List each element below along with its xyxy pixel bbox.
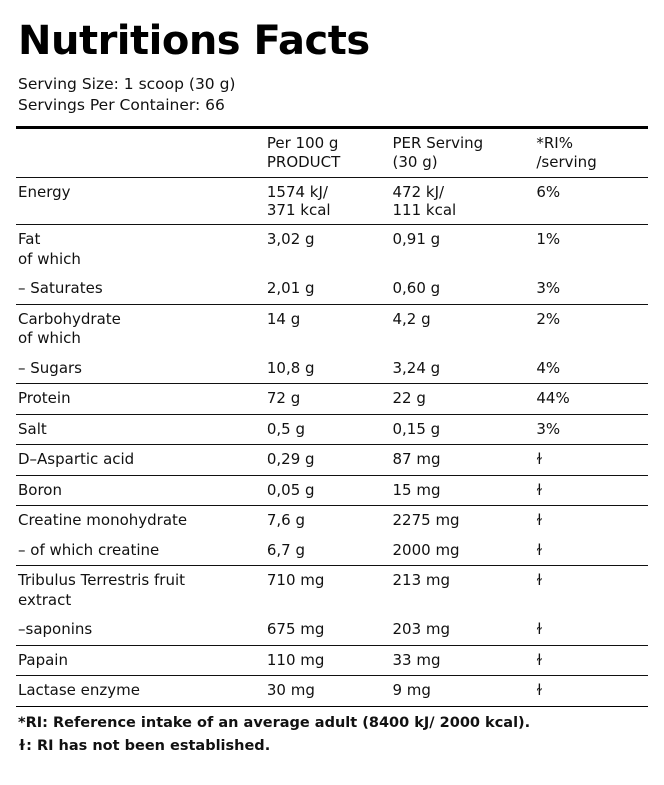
row-serving xyxy=(391,178,535,225)
row-name: – Sugars xyxy=(18,358,82,377)
header-per-serving-line1: PER Serving xyxy=(392,133,484,152)
row-name-line2: of which xyxy=(18,249,81,268)
row-ri: ɫ xyxy=(536,620,543,639)
row-per100: 10,8 g xyxy=(266,358,315,377)
header-per-serving-line2: (30 g) xyxy=(392,153,438,172)
row-name xyxy=(16,566,265,616)
footer-divider xyxy=(16,706,648,707)
row-serving-line1: 472 kJ/ xyxy=(392,183,445,202)
row-serving: 0,91 g xyxy=(391,225,535,275)
row-name-line1: Tribulus Terrestris fruit xyxy=(18,571,186,590)
row-name xyxy=(16,225,265,275)
row-per100: 6,7 g xyxy=(266,540,306,559)
row-ri: 3% xyxy=(536,279,561,298)
row-name: Salt xyxy=(16,414,265,445)
row-serving: 0,60 g xyxy=(392,279,441,298)
row-name xyxy=(16,304,265,354)
header-per-100g xyxy=(265,129,391,178)
row-serving: 203 mg xyxy=(392,620,451,639)
nutrition-table-body xyxy=(16,178,648,706)
row-ri: 6% xyxy=(534,178,648,225)
table-row xyxy=(16,225,648,275)
table-row xyxy=(16,414,648,445)
row-ri: 44% xyxy=(534,384,648,415)
row-name-line2: extract xyxy=(18,590,72,609)
row-ri: ɫ xyxy=(536,540,543,559)
row-ri: 1% xyxy=(534,225,648,275)
table-row xyxy=(16,566,648,616)
row-per100: 0,29 g xyxy=(265,445,391,476)
table-row xyxy=(16,676,648,706)
row-serving: 87 mg xyxy=(391,445,535,476)
row-name: D–Aspartic acid xyxy=(16,445,265,476)
row-name-line1: Energy xyxy=(18,183,71,202)
row-serving: 2275 mg xyxy=(391,506,535,536)
row-per100: 3,02 g xyxy=(265,225,391,275)
row-per100: 7,6 g xyxy=(265,506,391,536)
header-ri-line2: /serving xyxy=(536,153,597,172)
row-serving: 2000 mg xyxy=(392,540,460,559)
row-ri: 2% xyxy=(534,304,648,354)
table-row xyxy=(16,274,648,304)
nutrition-table-head xyxy=(16,129,648,178)
footnote-dagger: ɫ: RI has not been established. xyxy=(18,738,271,755)
table-row xyxy=(16,615,648,645)
table-row xyxy=(16,178,648,225)
row-name: Creatine monohydrate xyxy=(16,506,265,536)
row-ri: ɫ xyxy=(534,676,648,706)
row-serving: 3,24 g xyxy=(392,358,441,377)
footnotes xyxy=(18,713,648,759)
row-per100: 2,01 g xyxy=(266,279,315,298)
table-row xyxy=(16,354,648,384)
serving-size-text: Serving Size: 1 scoop (30 g) xyxy=(18,75,236,93)
header-nutrient xyxy=(16,129,265,178)
row-name: Lactase enzyme xyxy=(16,676,265,706)
row-name-line1: Fat xyxy=(18,230,41,249)
row-per100: 30 mg xyxy=(265,676,391,706)
row-per100: 710 mg xyxy=(265,566,391,616)
row-ri: 3% xyxy=(534,414,648,445)
row-per100: 14 g xyxy=(265,304,391,354)
row-serving: 0,15 g xyxy=(391,414,535,445)
row-serving: 9 mg xyxy=(391,676,535,706)
header-per-100g-line2: PRODUCT xyxy=(266,153,341,172)
row-serving: 4,2 g xyxy=(391,304,535,354)
row-serving-line2: 111 kcal xyxy=(392,201,457,220)
row-serving: 33 mg xyxy=(391,645,535,676)
table-row xyxy=(16,304,648,354)
row-per100 xyxy=(265,178,391,225)
row-per100: 72 g xyxy=(265,384,391,415)
row-name: Protein xyxy=(16,384,265,415)
row-per100-line1: 1574 kJ/ xyxy=(266,183,328,202)
row-ri: ɫ xyxy=(534,506,648,536)
row-name-line1: Carbohydrate xyxy=(18,309,121,328)
row-ri: ɫ xyxy=(534,475,648,506)
row-serving: 213 mg xyxy=(391,566,535,616)
table-row xyxy=(16,506,648,536)
servings-per-container-text: Servings Per Container: 66 xyxy=(18,95,225,114)
row-per100: 0,05 g xyxy=(265,475,391,506)
page-title: Nutritions Facts xyxy=(18,18,370,64)
header-ri-percent xyxy=(534,129,648,178)
row-name-line2: of which xyxy=(18,329,81,348)
row-ri: ɫ xyxy=(534,645,648,676)
table-header-row xyxy=(16,129,648,178)
row-ri: ɫ xyxy=(534,445,648,476)
row-per100-line2: 371 kcal xyxy=(266,201,331,220)
row-per100: 675 mg xyxy=(266,620,325,639)
table-row xyxy=(16,536,648,566)
table-row xyxy=(16,475,648,506)
row-name: –saponins xyxy=(18,620,93,639)
row-name: Boron xyxy=(16,475,265,506)
row-ri: ɫ xyxy=(534,566,648,616)
table-row xyxy=(16,645,648,676)
row-ri: 4% xyxy=(536,358,561,377)
header-per-100g-line1: Per 100 g xyxy=(266,133,339,152)
table-row xyxy=(16,445,648,476)
row-per100: 0,5 g xyxy=(265,414,391,445)
nutrition-table xyxy=(16,129,648,706)
row-name: – Saturates xyxy=(18,279,103,298)
row-serving: 22 g xyxy=(391,384,535,415)
footnote-ri: *RI: Reference intake of an average adult (8400 kJ/ 2000 kcal). xyxy=(18,714,531,731)
table-row xyxy=(16,384,648,415)
row-serving: 15 mg xyxy=(391,475,535,506)
row-name xyxy=(16,178,265,225)
header-ri-line1: *RI% xyxy=(536,133,573,152)
row-name: Papain xyxy=(16,645,265,676)
row-name: – of which creatine xyxy=(18,540,160,559)
row-per100: 110 mg xyxy=(265,645,391,676)
header-per-serving xyxy=(391,129,535,178)
